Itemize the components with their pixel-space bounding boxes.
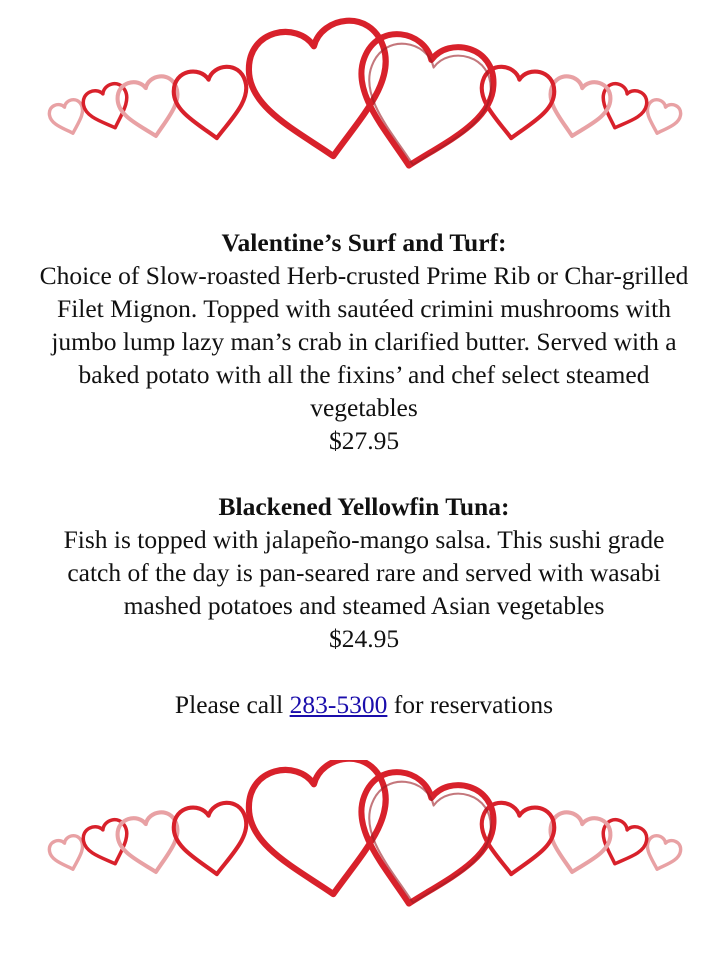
reservation-line — [0, 688, 728, 721]
top-hearts-banner — [0, 0, 728, 200]
hearts-garland-icon — [0, 760, 728, 960]
phone-link[interactable]: 283-5300 — [289, 690, 388, 719]
menu — [0, 226, 728, 721]
reservation-suffix: for reservations — [387, 690, 554, 719]
menu-item-yellowfin-tuna — [0, 490, 728, 655]
hearts-garland-icon — [0, 0, 728, 200]
item-description: Choice of Slow-roasted Herb-crusted Prime Rib or Char-grilled Filet Mignon. Topped with sautéed crimini mushrooms with jumbo lump lazy man’s crab in clarified butter. Served with a baked potato with all the fixins’ and chef select steamed vegetables — [39, 261, 689, 422]
bottom-hearts-banner — [0, 760, 728, 960]
item-price: $27.95 — [328, 426, 400, 455]
reservation-prefix: Please call — [174, 690, 290, 719]
item-price: $24.95 — [328, 624, 400, 653]
item-title: Valentine’s Surf and Turf: — [221, 228, 507, 257]
item-description: Fish is topped with jalapeño-mango salsa. This sushi grade catch of the day is pan-seared rare and served with wasabi mashed potatoes and steamed Asian vegetables — [63, 525, 665, 620]
item-title: Blackened Yellowfin Tuna: — [218, 492, 510, 521]
menu-item-surf-and-turf — [0, 226, 728, 457]
